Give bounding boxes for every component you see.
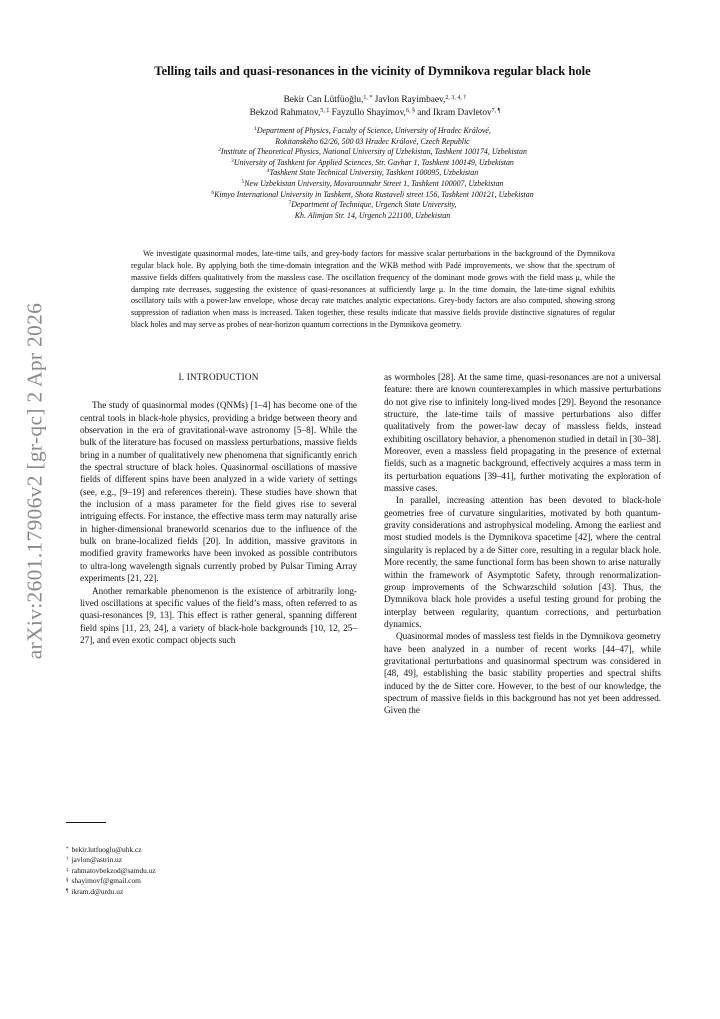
affiliation-mark: 4 [266,168,270,175]
affiliation-text: Tashkent State Technical University, Tashkent 100095, Uzbekistan [269,168,479,178]
author-mark: 1, * [363,95,373,101]
affiliation-line [60,147,685,158]
section-heading: I. INTRODUCTION [178,372,259,382]
author-name: Javlon Rayimbaev, [372,95,446,105]
affiliation-line [60,168,685,179]
footnote-email [66,887,156,897]
footnote-mark: ‡ [66,867,69,873]
body-paragraph: The study of quasinormal modes (QNMs) [1–4] has become one of the central tools in black-hole physics, providing a bridge between theory and observation in the era of gravitational-wave astronomy [5–8]. While the bulk of the literature has focused on massless perturbations, massive fields bring in a number of qualitatively new phenomena that significantly enrich the spectral structure of black holes. Quasinormal oscillations of massive fields of different spins have been analyzed in a wide variety of settings (see, e.g., [9–19] and references therein). These studies have shown that the inclusion of a mass parameter for the field gives rise to several intriguing effects. For instance, the effective mass term may naturally arise in higher-dimensional braneworld scenarios due to the influence of the bulk on brane-localized fields [20]. In addition, massive gravitons in modified gravity frameworks have been invoked as possible contributors to ultra-long wavelength signals currently probed by Pulsar Timing Array experiments [21, 22]. [80,400,357,584]
affiliation-mark: 1 [254,126,257,132]
footnote-email [66,845,156,855]
arxiv-identifier-text: arXiv:2601.17906v2 [gr-qc] 2 Apr 2026 [22,302,47,660]
footnotes [66,845,156,897]
affiliation-line [60,137,685,148]
affiliation-text: University of Tashkent for Applied Sciences, Str. Gavhar 1, Tashkent 100149, Uzbekistan [233,157,514,167]
author-name: Bekzod Rahmatov, [249,108,321,118]
affiliation-mark: 3 [231,157,234,164]
affiliation-text: Rokitanského 62/26, 500 03 Hradec Králové, Czech Republic [275,136,470,146]
footnote-text: shayimovf@gmail.com [71,876,141,886]
affiliation-line [60,158,685,169]
footnote-mark: ¶ [66,888,69,894]
affiliation-list [60,126,685,221]
author-mark: 6, § [405,108,415,114]
affiliation-mark: 6 [211,189,215,196]
author-line-1 [80,94,670,107]
author-name: Bekir Can Lütfüoğlu, [283,95,364,105]
author-name: and Ikram Davletov [414,108,492,118]
footnote-text: bekir.lutfuoglu@uhk.cz [71,845,142,854]
footnote-email [66,866,156,876]
affiliation-line [60,211,685,222]
affiliation-line [60,126,685,137]
body-paragraph: Another remarkable phenomenon is the existence of arbitrarily long-lived oscillations at specific values of the field’s mass, often referred to as quasi-resonances [9, 13]. This effect is rather general, spanning different field spins [11, 23, 24], a variety of black-hole backgrounds [10, 12, 25–27], and even exotic compact objects such [80,585,357,645]
author-list [80,94,670,120]
footnote-mark: § [66,878,69,884]
footnote-mark: * [66,847,69,852]
body-paragraph: Quasinormal modes of massless test fields in the Dymnikova geometry have been analyzed in a number of recent works [44–47], while gravitational perturbations and quasinormal spectrum was considered in [48, 49], establishing the basic stability properties and spectral shifts induced by the de Sitter core. However, to the best of our knowledge, the spectrum of massive fields in this background has not yet been addressed. Given the [384,631,661,716]
abstract: We investigate quasinormal modes, late-time tails, and grey-body factors for massive scalar perturbations in the background of the Dymnikova regular black hole. By applying both the time-domain integration and the WKB method with Padé improvements, we show that the spectrum of massive fields differs qualitatively from the massless case. The oscillation frequency of the dominant mode grows with the field mass μ, while the damping rate decreases, suggesting the existence of quasi-resonances at sufficiently large μ. In the time domain, the late-time signal exhibits oscillatory tails with a power-law envelope, whose decay rate matches analytic expectations. Grey-body factors are also computed, showing strong suppression of radiation when mass is increased. Taken together, these results indicate that massive fields provide distinctive signatures of regular black holes and may serve as probes of near-horizon quantum corrections in the Dymnikova geometry. [131,249,615,330]
affiliation-text: Kimyo International University in Tashkent, Shota Rustaveli street 156, Tashkent 100121, Uzbekistan [214,189,534,199]
affiliation-line [60,190,685,201]
author-name: Fayzullo Shayimov, [329,108,406,118]
footnote-email [66,876,156,886]
paper-title: Telling tails and quasi-resonances in the vicinity of Dymnikova regular black hole [154,64,591,78]
affiliation-text: Institute of Theoretical Physics, National University of Uzbekistan, Tashkent 100174, Uzbekistan [220,147,527,157]
affiliation-line [60,179,685,190]
affiliation-text: Kh. Alimjan Str. 14, Urgench 221100, Uzbekistan [294,210,451,220]
right-column [384,371,661,717]
body-paragraph: as wormholes [28]. At the same time, quasi-resonances are not a universal feature: there are known counterexamples in which massive perturbations do not give rise to infinitely long-lived modes [29]. Beyond the resonance structure, the late-time tails of massive perturbations also differ qualitatively from the power-law decay of massless fields, instead exhibiting oscillatory behavior, a phenomenon studied in detail in [30–38]. Moreover, even a massless field propagating in the presence of external fields, such as a magnetic background, effectively acquires a mass term in its perturbation equations [39–41], further motivating the exploration of massive cases. [384,372,661,494]
footnote-text: rahmatovbekzod@samdu.uz [71,865,156,875]
affiliation-text: Department of Physics, Faculty of Science, University of Hradec Králové, [256,126,491,135]
author-mark: 5, ‡ [320,108,330,114]
left-column [80,371,357,646]
author-line-2 [80,107,670,120]
footnote-email [66,855,156,865]
body-paragraph: In parallel, increasing attention has been devoted to black-hole geometries free of curvature singularities, motivated by both quantum-gravity considerations and astrophysical modeling. Among the earliest and most studied models is the Dymnikova spacetime [42], where the central singularity is replaced by a de Sitter core, resulting in a regular black hole. More recently, the same functional form has been shown to arise naturally within the framework of Asymptotic Safety, through renormalization-group improvements of the Schwarzschild solution [43]. Thus, the Dymnikova black hole provides a useful testing ground for probing the interplay between regularity, quantum corrections, and perturbation dynamics. [384,495,661,629]
affiliation-mark: 7 [288,200,292,207]
footnote-text: javlon@astrin.uz [71,855,123,865]
affiliation-mark: 5 [241,178,245,185]
affiliation-line [60,200,685,211]
footnote-text: ikram.d@urdu.uz [71,886,124,896]
affiliation-mark: 2 [218,147,221,154]
affiliation-text: New Uzbekistan University, Movarounnahr Street 1, Tashkent 100007, Uzbekistan [244,178,504,188]
author-mark: 7, ¶ [491,108,501,114]
footnote-rule [66,822,106,823]
footnote-mark: † [66,857,69,863]
affiliation-text: Department of Technique, Urgench State University, [291,200,457,210]
arxiv-identifier [17,302,53,660]
author-mark: 2, 3, 4, † [445,95,467,101]
